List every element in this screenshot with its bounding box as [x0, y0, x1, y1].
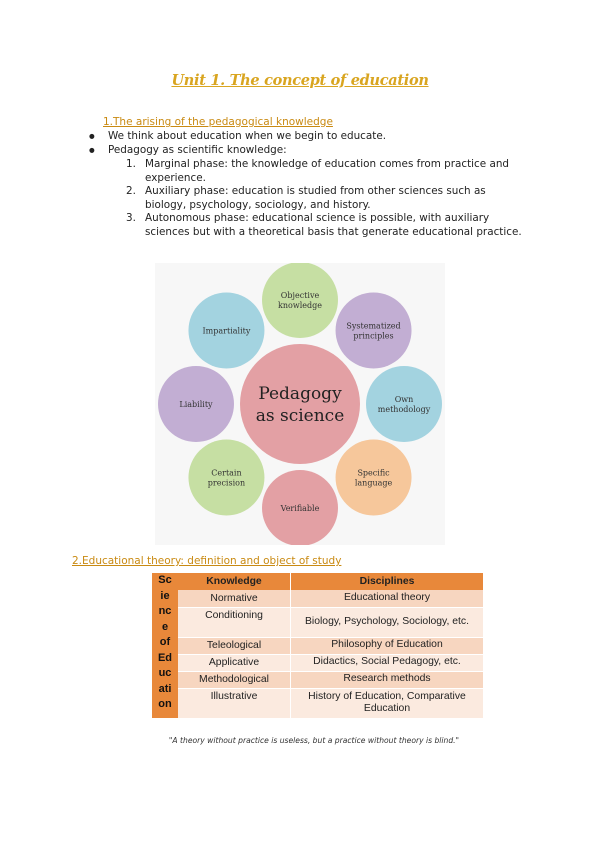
section-heading-arising: 1.The arising of the pedagogical knowledge: [103, 116, 333, 128]
table-row: Normative Educational theory: [152, 590, 483, 607]
phase-item: 3. Autonomous phase: educational science is possible, with auxiliary sciences but with a theoretical basis that generate educational practice.: [126, 212, 522, 238]
theory-table: [152, 573, 483, 719]
column-header-disciplines: Disciplines: [291, 573, 484, 590]
petal-label: Own methodology: [377, 394, 431, 414]
phase-item: 2. Auxiliary phase: education is studied from other sciences such as biology, psychology, sociology, and history.: [126, 185, 486, 211]
side-label: Sc ie nc e of Ed uc ati on: [152, 573, 178, 718]
petal-label: Specific language: [354, 468, 393, 488]
page-title: Unit 1. The concept of education: [171, 72, 429, 89]
table-row: Applicative Didactics, Social Pedagogy, etc.: [152, 654, 483, 671]
center-circle: [240, 344, 360, 464]
section-heading-theory: 2.Educational theory: definition and object of study: [72, 555, 342, 567]
petal-label: Verifiable: [280, 503, 320, 513]
petal-label: Objective knowledge: [278, 290, 322, 310]
phase-list: [126, 158, 526, 240]
pedagogy-diagram-svg: [155, 263, 445, 545]
phase-item: 1. Marginal phase: the knowledge of education comes from practice and experience.: [126, 158, 510, 184]
quote: "A theory without practice is useless, but a practice without theory is blind.": [168, 736, 460, 745]
bullet-item: ● We think about education when we begin to educate.: [88, 130, 538, 144]
petal-label: Impartiality: [202, 326, 251, 336]
table-row: Conditioning Biology, Psychology, Sociology, etc.: [152, 607, 483, 637]
petal-label: Certain precision: [207, 468, 246, 488]
table-row: Illustrative History of Education, Comparative Education: [152, 688, 483, 718]
bullet-list: [88, 130, 538, 157]
petal-label: Systematized principles: [346, 321, 401, 341]
table-row: Teleological Philosophy of Education: [152, 637, 483, 654]
pedagogy-diagram: [155, 263, 445, 545]
table-row: Methodological Research methods: [152, 671, 483, 688]
petal-label: Liability: [179, 399, 213, 409]
bullet-item: ● Pedagogy as scientific knowledge:: [88, 144, 538, 158]
center-label: Pedagogy as science: [255, 383, 345, 426]
column-header-knowledge: Knowledge: [178, 573, 291, 590]
